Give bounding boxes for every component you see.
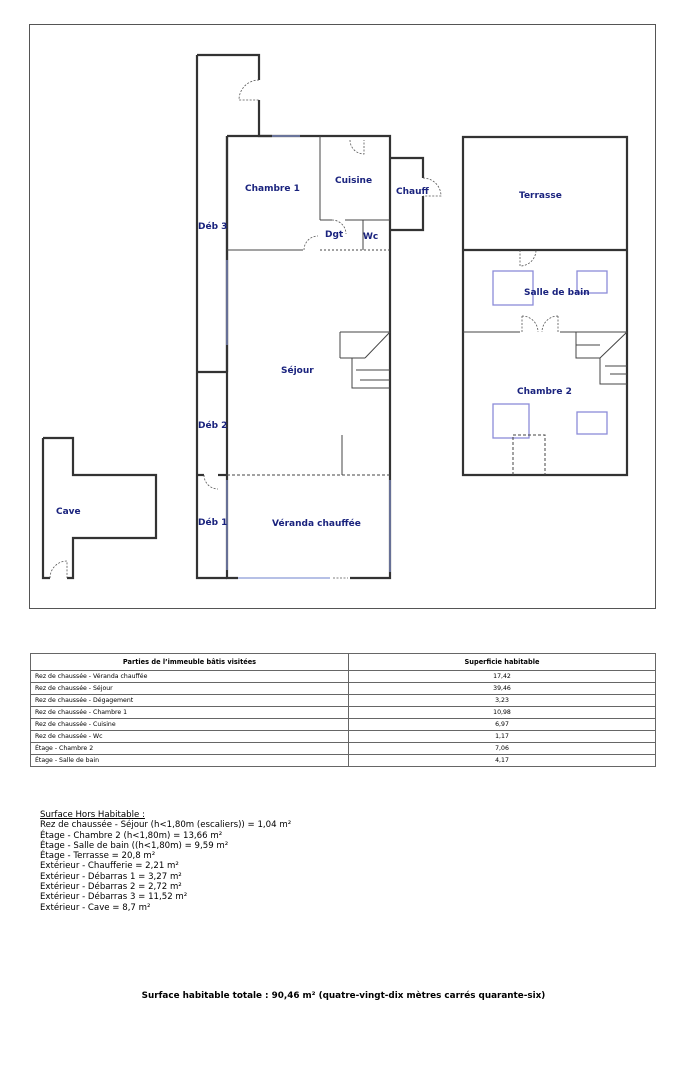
table-header-row (31, 654, 656, 671)
label-sejour: Séjour (281, 366, 314, 376)
label-chambre-1: Chambre 1 (245, 184, 300, 194)
row-value: 7,06 (349, 743, 656, 755)
row-label: Étage - Chambre 2 (31, 743, 349, 755)
row-label: Rez de chaussée - Chambre 1 (31, 707, 349, 719)
label-deb-3: Déb 3 (198, 222, 228, 232)
row-label: Rez de chaussée - Cuisine (31, 719, 349, 731)
surface-hors-title: Surface Hors Habitable : (40, 810, 145, 820)
areas-table (30, 653, 656, 767)
table-row (31, 755, 656, 767)
surface-hors-line: Étage - Terrasse = 20,8 m² (40, 851, 156, 862)
walls-upper-floor (463, 137, 627, 475)
label-deb-1: Déb 1 (198, 518, 228, 528)
row-value: 4,17 (349, 755, 656, 767)
label-veranda: Véranda chauffée (272, 519, 361, 529)
table-row (31, 719, 656, 731)
label-cuisine: Cuisine (335, 176, 373, 186)
surface-hors-habitable (40, 810, 291, 913)
surface-hors-line: Extérieur - Débarras 1 = 3,27 m² (40, 871, 182, 882)
label-salle-de-bain: Salle de bain (524, 288, 590, 298)
surface-hors-line: Extérieur - Débarras 2 = 2,72 m² (40, 882, 182, 893)
surface-hors-line: Rez de chaussée - Séjour (h<1,80m (escaliers)) = 1,04 m² (40, 820, 292, 831)
row-label: Rez de chaussée - Véranda chauffée (31, 671, 349, 683)
label-terrasse: Terrasse (519, 191, 562, 201)
table-row (31, 683, 656, 695)
total-surface: Surface habitable totale : 90,46 m² (quatre-vingt-dix mètres carrés quarante-six) (141, 991, 546, 1001)
row-value: 6,97 (349, 719, 656, 731)
walls-ground-floor (197, 55, 441, 578)
surface-hors-line: Étage - Chambre 2 (h<1,80m) = 13,66 m² (40, 830, 223, 841)
surface-hors-line: Extérieur - Cave = 8,7 m² (40, 902, 151, 913)
table-header-surface: Superficie habitable (349, 654, 656, 671)
row-label: Rez de chaussée - Dégagement (31, 695, 349, 707)
label-cave: Cave (56, 507, 81, 517)
label-wc: Wc (363, 232, 379, 242)
surface-hors-line: Extérieur - Chaufferie = 2,21 m² (40, 861, 179, 872)
row-label: Rez de chaussée - Séjour (31, 683, 349, 695)
table-row (31, 671, 656, 683)
table-row (31, 743, 656, 755)
label-dgt: Dgt (325, 230, 344, 240)
table-row (31, 695, 656, 707)
label-chauff: Chauff (396, 187, 429, 197)
row-value: 10,98 (349, 707, 656, 719)
label-chambre-2: Chambre 2 (517, 387, 572, 397)
row-label: Rez de chaussée - Wc (31, 731, 349, 743)
label-deb-2: Déb 2 (198, 421, 228, 431)
row-value: 3,23 (349, 695, 656, 707)
row-value: 1,17 (349, 731, 656, 743)
table-header-parts: Parties de l’immeuble bâtis visitées (31, 654, 349, 671)
surface-hors-line: Extérieur - Débarras 3 = 11,52 m² (40, 892, 188, 903)
table-row (31, 731, 656, 743)
surface-hors-line: Étage - Salle de bain ((h<1,80m) = 9,59 m² (40, 840, 229, 851)
row-value: 17,42 (349, 671, 656, 683)
table-row (31, 707, 656, 719)
row-label: Étage - Salle de bain (31, 755, 349, 767)
row-value: 39,46 (349, 683, 656, 695)
